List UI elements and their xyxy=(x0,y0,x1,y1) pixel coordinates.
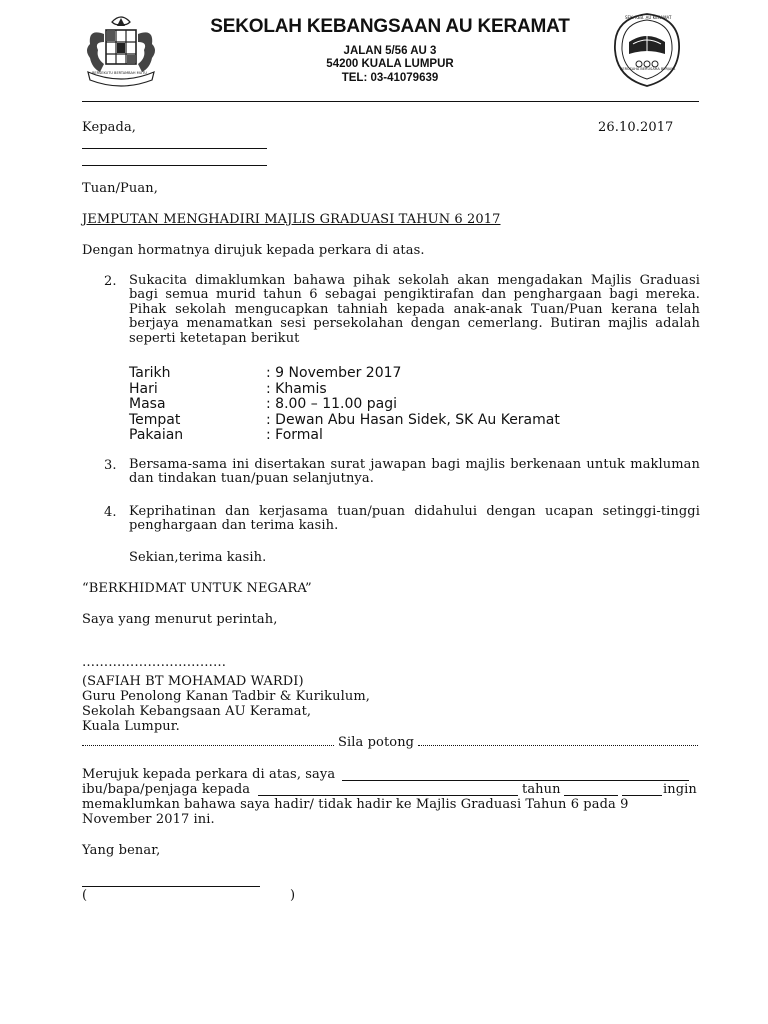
detail-key: Hari xyxy=(129,380,158,397)
class-blank-line[interactable] xyxy=(564,795,618,796)
letter-subject: JEMPUTAN MENGHADIRI MAJLIS GRADUASI TAHUN 6 2017 xyxy=(82,212,501,227)
paragraph-4: Keprihatinan dan kerjasama tuan/puan didahului dengan ucapan setinggi-tinggi penghargaan dan terima kasih. xyxy=(129,504,700,534)
paragraph-2: Sukacita dimaklumkan bahawa pihak sekolah akan mengadakan Majlis Graduasi bagi semua murid tahun 6 sebagai pengiktirafan dan penghargaan bagi mereka. Pihak sekolah mengucapkan tahniah kepada anak-anak Tuan/Puan kerana telah berjaya menamatkan sesi persekolahan dengan cemerlang. Butiran majlis adalah seperti ketetapan berikut xyxy=(129,273,700,346)
detail-value: : Khamis xyxy=(266,380,327,397)
logo-bottom-text: BERUSAHA BERUSAHA BERJAYA xyxy=(620,67,676,71)
paragraph-number: 3. xyxy=(104,458,117,473)
detail-value: : 8.00 – 11.00 pagi xyxy=(266,396,398,413)
header-divider xyxy=(82,101,699,102)
school-logo-icon xyxy=(611,12,683,88)
address-blank-line xyxy=(82,148,267,149)
paragraph-number: 2. xyxy=(104,274,117,289)
slip-ingin: ingin xyxy=(663,782,697,797)
detail-key: Pakaian xyxy=(129,427,184,444)
detail-value: : Dewan Abu Hasan Sidek, SK Au Keramat xyxy=(266,411,560,428)
child-name-blank-line[interactable] xyxy=(258,795,518,796)
signer-title: Guru Penolong Kanan Tadbir & Kurikulum, xyxy=(82,689,371,704)
detail-value: : 9 November 2017 xyxy=(266,365,402,381)
address-line-1: JALAN 5/56 AU 3 xyxy=(343,45,437,57)
logo-top-text: SEK. KEB. AU KERAMAT xyxy=(625,15,672,20)
cut-label: Sila potong xyxy=(338,735,415,750)
signature-blank-line[interactable] xyxy=(82,886,260,887)
slip-line-4: November 2017 ini. xyxy=(82,812,215,827)
signer-city: Kuala Lumpur. xyxy=(82,719,180,734)
phone-number: TEL: 03-41079639 xyxy=(341,72,439,84)
school-name: SEKOLAH KEBANGSAAN AU KERAMAT xyxy=(210,16,570,37)
cut-dotted-line xyxy=(82,745,334,746)
paragraph-3: Bersama-sama ini disertakan surat jawapan bagi majlis berkenaan untuk makluman dan tindakan tuan/puan selanjutnya. xyxy=(129,457,700,487)
name-blank-line[interactable] xyxy=(342,780,689,781)
slip-line-3: memaklumkan bahawa saya hadir/ tidak hadir ke Majlis Graduasi Tahun 6 pada 9 xyxy=(82,797,629,812)
signer-name: (SAFIAH BT MOHAMAD WARDI) xyxy=(82,674,304,689)
crest-motto-text: BERSEKUTU BERTAMBAH MUTU xyxy=(92,71,147,75)
motto-text: “BERKHIDMAT UNTUK NEGARA” xyxy=(82,581,312,596)
paren-close: ) xyxy=(290,888,296,903)
intro-text: Dengan hormatnya dirujuk kepada perkara di atas. xyxy=(82,243,425,258)
slip-line-1: Merujuk kepada perkara di atas, saya xyxy=(82,767,336,782)
closing-text: Sekian,terima kasih. xyxy=(129,550,267,565)
address-blank-line xyxy=(82,165,267,166)
detail-key: Masa xyxy=(129,396,166,413)
salutation: Tuan/Puan, xyxy=(82,181,158,196)
address-line-2: 54200 KUALA LUMPUR xyxy=(326,58,454,70)
cut-dotted-line xyxy=(418,745,698,746)
slip-line-2-start: ibu/bapa/penjaga kepada xyxy=(82,782,251,797)
signature-line: …………………………… xyxy=(82,655,227,670)
detail-key: Tarikh xyxy=(129,365,171,381)
letter-date: 26.10.2017 xyxy=(598,120,674,135)
obedience-text: Saya yang menurut perintah, xyxy=(82,612,278,627)
signer-school: Sekolah Kebangsaan AU Keramat, xyxy=(82,704,312,719)
slip-closing: Yang benar, xyxy=(82,843,161,858)
slip-year-label: tahun xyxy=(522,782,561,797)
malaysia-coat-of-arms-icon xyxy=(82,14,160,88)
class-blank-line[interactable] xyxy=(622,795,662,796)
paragraph-number: 4. xyxy=(104,505,117,520)
detail-value: : Formal xyxy=(266,427,323,444)
to-label: Kepada, xyxy=(82,120,137,135)
detail-key: Tempat xyxy=(129,411,181,428)
paren-open: ( xyxy=(82,888,88,903)
